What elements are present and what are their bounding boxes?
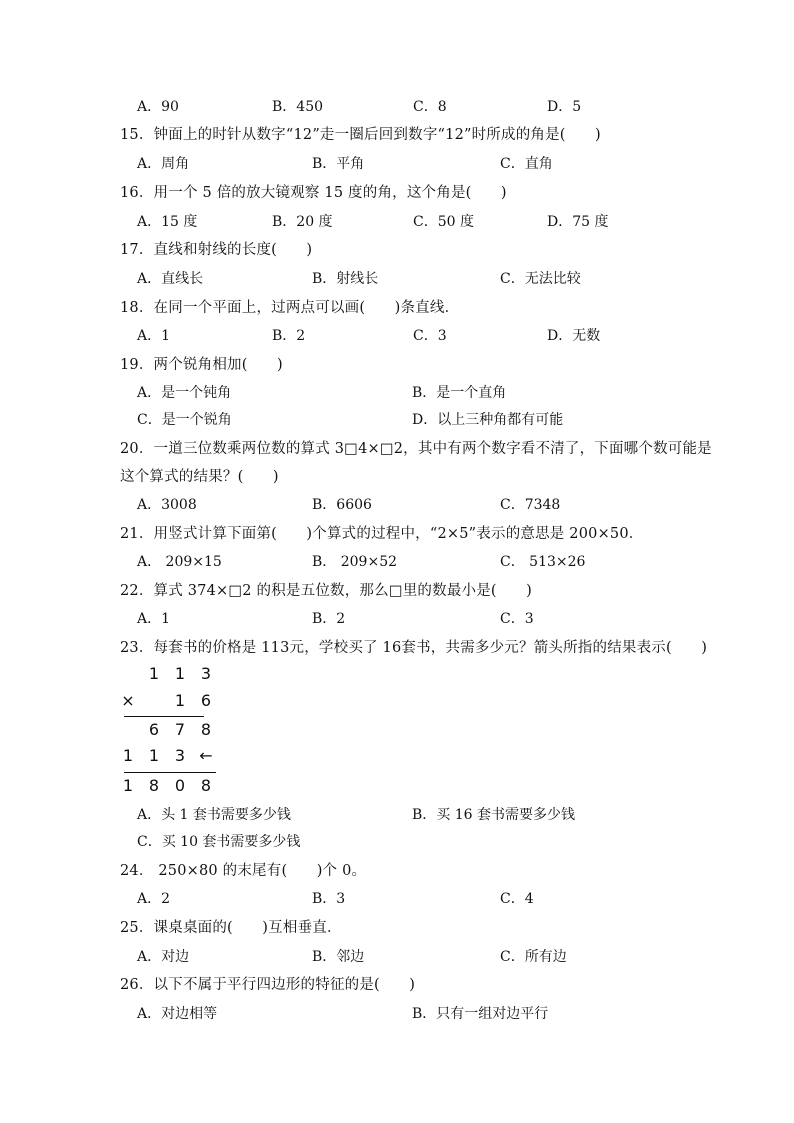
q17-question: 17．直线和射线的长度( ) [120,242,313,258]
q20-question-line2: 这个算式的结果？( ) [120,469,279,485]
q22-option-c[interactable]: C．3 [500,611,534,627]
q18-option-a[interactable]: A．1 [137,328,171,344]
digit: 1 [174,691,186,710]
digit: 6 [200,691,212,710]
q15-option-b[interactable]: B．平角 [312,156,365,172]
digit: 8 [148,776,160,795]
q21-option-a[interactable]: A． 209×15 [137,554,222,570]
q18-option-c[interactable]: C．3 [413,328,447,344]
q19-question: 19．两个锐角相加( ) [120,357,283,373]
q16-question: 16．用一个 5 倍的放大镜观察 15 度的角，这个角是( ) [120,185,507,201]
q18-question: 18．在同一个平面上，过两点可以画( )条直线． [120,300,460,316]
q25-option-c[interactable]: C．所有边 [500,949,567,965]
digit: 1 [174,664,186,683]
q19-option-b[interactable]: B．是一个直角 [412,385,507,401]
q14-option-d[interactable]: D．5 [547,99,582,115]
digit: 6 [148,720,160,739]
q21-question: 21．用竖式计算下面第( )个算式的过程中，“2×5”表示的意思是 200×50． [120,526,644,542]
q23-option-b[interactable]: B．买 16 套书需要多少钱 [412,807,576,823]
q20-option-b[interactable]: B．6606 [312,497,372,513]
q20-option-a[interactable]: A．3008 [137,497,197,513]
calc-row-multiplicand [141,664,219,683]
calc-line-1 [124,716,204,717]
digit: 8 [200,776,212,795]
q16-option-a[interactable]: A．15 度 [137,214,198,230]
q26-option-a[interactable]: A．对边相等 [137,1006,218,1022]
q21-option-b[interactable]: B． 209×52 [312,554,398,570]
q23-option-c[interactable]: C．买 10 套书需要多少钱 [137,834,301,850]
q18-option-d[interactable]: D．无数 [547,328,601,344]
q16-option-c[interactable]: C．50 度 [413,214,474,230]
q22-question: 22．算式 374×□2 的积是五位数，那么□里的数最小是( ) [120,583,533,599]
calc-line-2 [124,772,216,773]
digit: 3 [200,664,212,683]
calc-row-partial-2 [115,746,219,765]
q21-option-c[interactable]: C． 513×26 [500,554,586,570]
q16-option-d[interactable]: D．75 度 [547,214,609,230]
q25-question: 25．课桌桌面的( )互相垂直． [120,920,342,936]
q22-option-a[interactable]: A．1 [137,611,171,627]
digit: 8 [200,720,212,739]
q22-option-b[interactable]: B．2 [312,611,346,627]
q17-option-b[interactable]: B．射线长 [312,271,379,287]
q14-option-b[interactable]: B．450 [272,99,324,115]
digit: 3 [174,746,186,765]
q15-question: 15．钟面上的时针从数字“12”走一圈后回到数字“12”时所成的角是( ) [120,127,601,143]
digit: 1 [122,746,134,765]
calc-row-product [115,776,219,795]
q26-question: 26．以下不属于平行四边形的特征的是( ) [120,977,416,993]
digit: 1 [148,746,160,765]
q23-option-a[interactable]: A．头 1 套书需要多少钱 [137,807,291,823]
q17-option-a[interactable]: A．直线长 [137,271,204,287]
left-arrow-icon: ← [199,746,213,765]
q26-option-b[interactable]: B．只有一组对边平行 [412,1006,549,1022]
digit: 7 [174,720,186,739]
q20-question-line1: 20．一道三位数乘两位数的算式 3□4×□2，其中有两个数字看不清了，下面哪个数可能是 [120,441,712,457]
calc-row-multiplier [115,691,219,710]
q15-option-a[interactable]: A．周角 [137,156,190,172]
q24-question: 24． 250×80 的末尾有( )个 0。 [120,863,367,879]
q14-option-c[interactable]: C．8 [413,99,447,115]
q24-option-b[interactable]: B．3 [312,891,346,907]
digit: 1 [122,776,134,795]
q24-option-a[interactable]: A．2 [137,891,171,907]
digit: 0 [174,776,186,795]
q25-option-a[interactable]: A．对边 [137,949,190,965]
q15-option-c[interactable]: C．直角 [500,156,553,172]
calc-row-partial-1 [141,720,219,739]
q18-option-b[interactable]: B．2 [272,328,306,344]
q16-option-b[interactable]: B．20 度 [272,214,333,230]
digit: 1 [148,664,160,683]
q19-option-d[interactable]: D．以上三种角都有可能 [412,412,564,428]
q20-option-c[interactable]: C．7348 [500,497,561,513]
q23-question: 23．每套书的价格是 113元，学校买了 16套书，共需多少元？箭头所指的结果表示( ) [120,640,708,656]
q19-option-c[interactable]: C．是一个锐角 [137,412,232,428]
q14-option-a[interactable]: A．90 [137,99,179,115]
q17-option-c[interactable]: C．无法比较 [500,271,581,287]
q19-option-a[interactable]: A．是一个钝角 [137,385,232,401]
q24-option-c[interactable]: C．4 [500,891,534,907]
multiply-sign: × [121,691,135,710]
q25-option-b[interactable]: B．邻边 [312,949,365,965]
